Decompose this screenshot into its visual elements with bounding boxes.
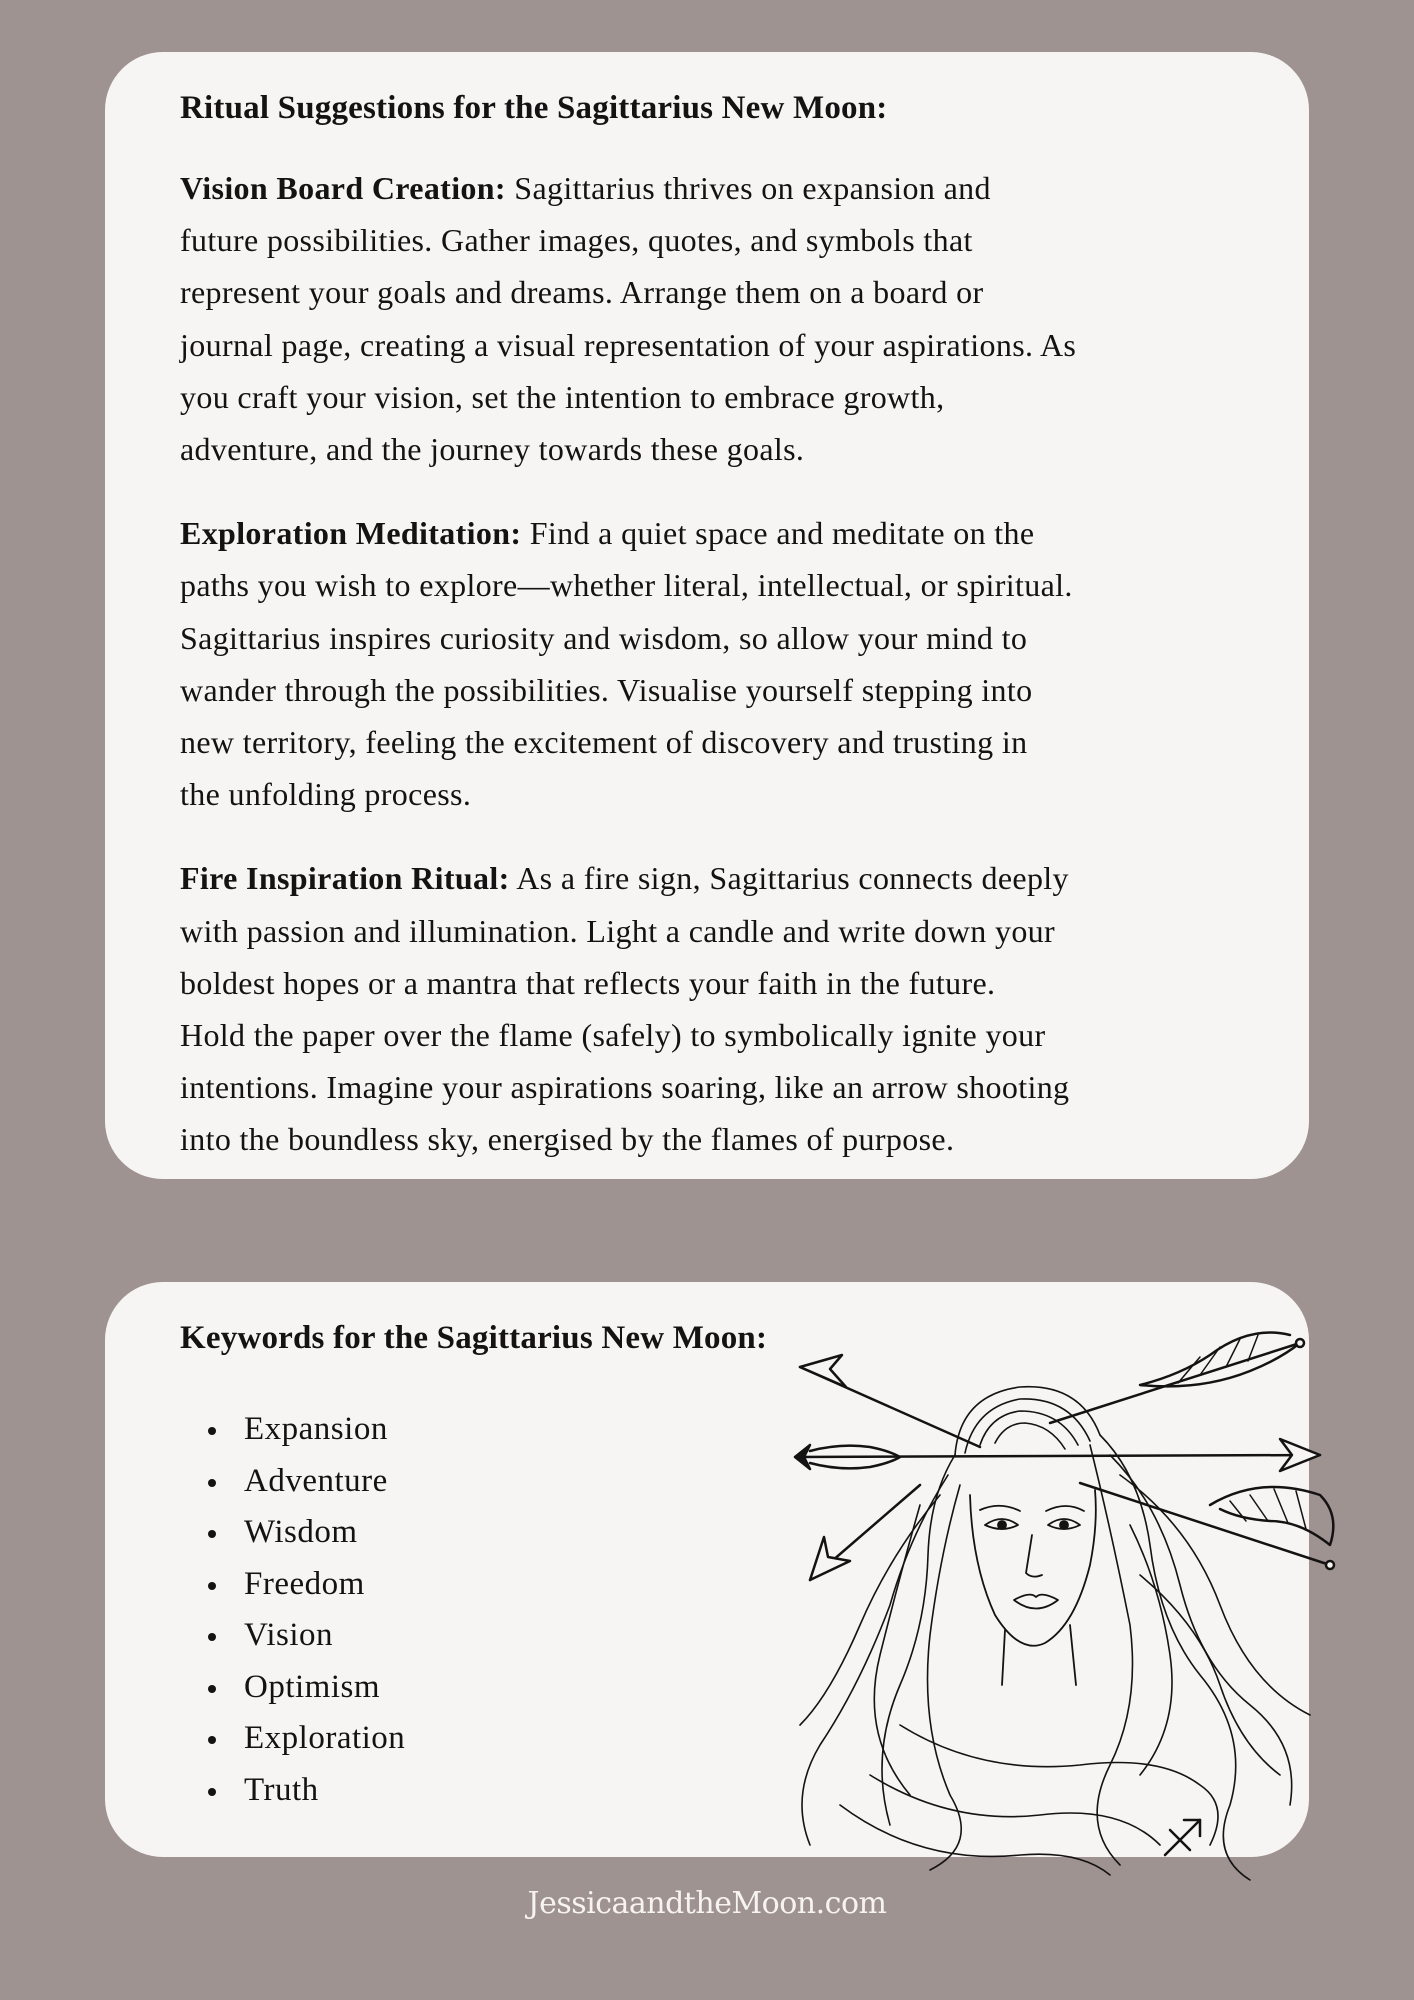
ritual-fire-inspiration (180, 852, 1235, 1165)
ritual-text: the unfolding process. (180, 776, 472, 813)
keyword-item: Wisdom (208, 1507, 1235, 1559)
ritual-text: you craft your vision, set the intention to embrace growth, (180, 378, 945, 415)
sagittarius-glyph-icon (1165, 1820, 1200, 1855)
ritual-title: Vision Board Creation: (180, 170, 506, 206)
ritual-text: future possibilities. Gather images, quotes, and symbols that (180, 222, 973, 259)
ritual-text: Sagittarius thrives on expansion and (514, 170, 991, 206)
arrows-group (795, 1333, 1334, 1581)
keyword-item: Vision (208, 1610, 1235, 1662)
ritual-text: with passion and illumination. Light a candle and write down your (180, 912, 1056, 949)
keyword-item: Truth (208, 1765, 1235, 1817)
ritual-title: Exploration Meditation: (180, 515, 522, 552)
ritual-suggestions-heading: Ritual Suggestions for the Sagittarius New Moon: (180, 90, 888, 126)
ritual-text: paths you wish to explore—whether literal, intellectual, or spiritual. (180, 567, 1073, 604)
ritual-text: represent your goals and dreams. Arrange them on a board or (180, 274, 984, 311)
ritual-text: Find a quiet space and meditate on the (529, 515, 1035, 552)
keyword-item: Freedom (208, 1559, 1235, 1611)
keyword-item: Adventure (208, 1456, 1235, 1508)
ritual-suggestions-card (105, 52, 1309, 1179)
ritual-text: journal page, creating a visual representation of your aspirations. As (180, 326, 1077, 363)
ritual-text: As a fire sign, Sagittarius connects deeply (516, 860, 1069, 897)
ritual-text: intentions. Imagine your aspirations soaring, like an arrow shooting (180, 1069, 1070, 1106)
ritual-text: wander through the possibilities. Visualise yourself stepping into (180, 671, 1033, 708)
sagittarius-woman-illustration (780, 1325, 1360, 1885)
face-group (970, 1490, 1096, 1685)
keywords-heading: Keywords for the Sagittarius New Moon: (180, 1320, 768, 1356)
ritual-exploration-meditation (180, 507, 1235, 820)
ritual-text: Hold the paper over the flame (safely) to symbolically ignite your (180, 1017, 1046, 1054)
ritual-title: Fire Inspiration Ritual: (180, 860, 510, 897)
ritual-text: adventure, and the journey towards these goals. (180, 431, 805, 468)
keyword-item: Exploration (208, 1713, 1235, 1765)
ritual-text: new territory, feeling the excitement of discovery and trusting in (180, 724, 1028, 761)
ritual-text: boldest hopes or a mantra that reflects your faith in the future. (180, 964, 996, 1001)
ritual-vision-board (180, 162, 1235, 475)
ritual-text: into the boundless sky, energised by the flames of purpose. (180, 1121, 955, 1158)
footer-site-name: JessicaandtheMoon.com (527, 1886, 887, 1921)
keyword-item: Optimism (208, 1662, 1235, 1714)
ritual-text: Sagittarius inspires curiosity and wisdom, so allow your mind to (180, 619, 1028, 656)
hair-group (800, 1387, 1310, 1880)
keyword-item: Expansion (208, 1404, 1235, 1456)
